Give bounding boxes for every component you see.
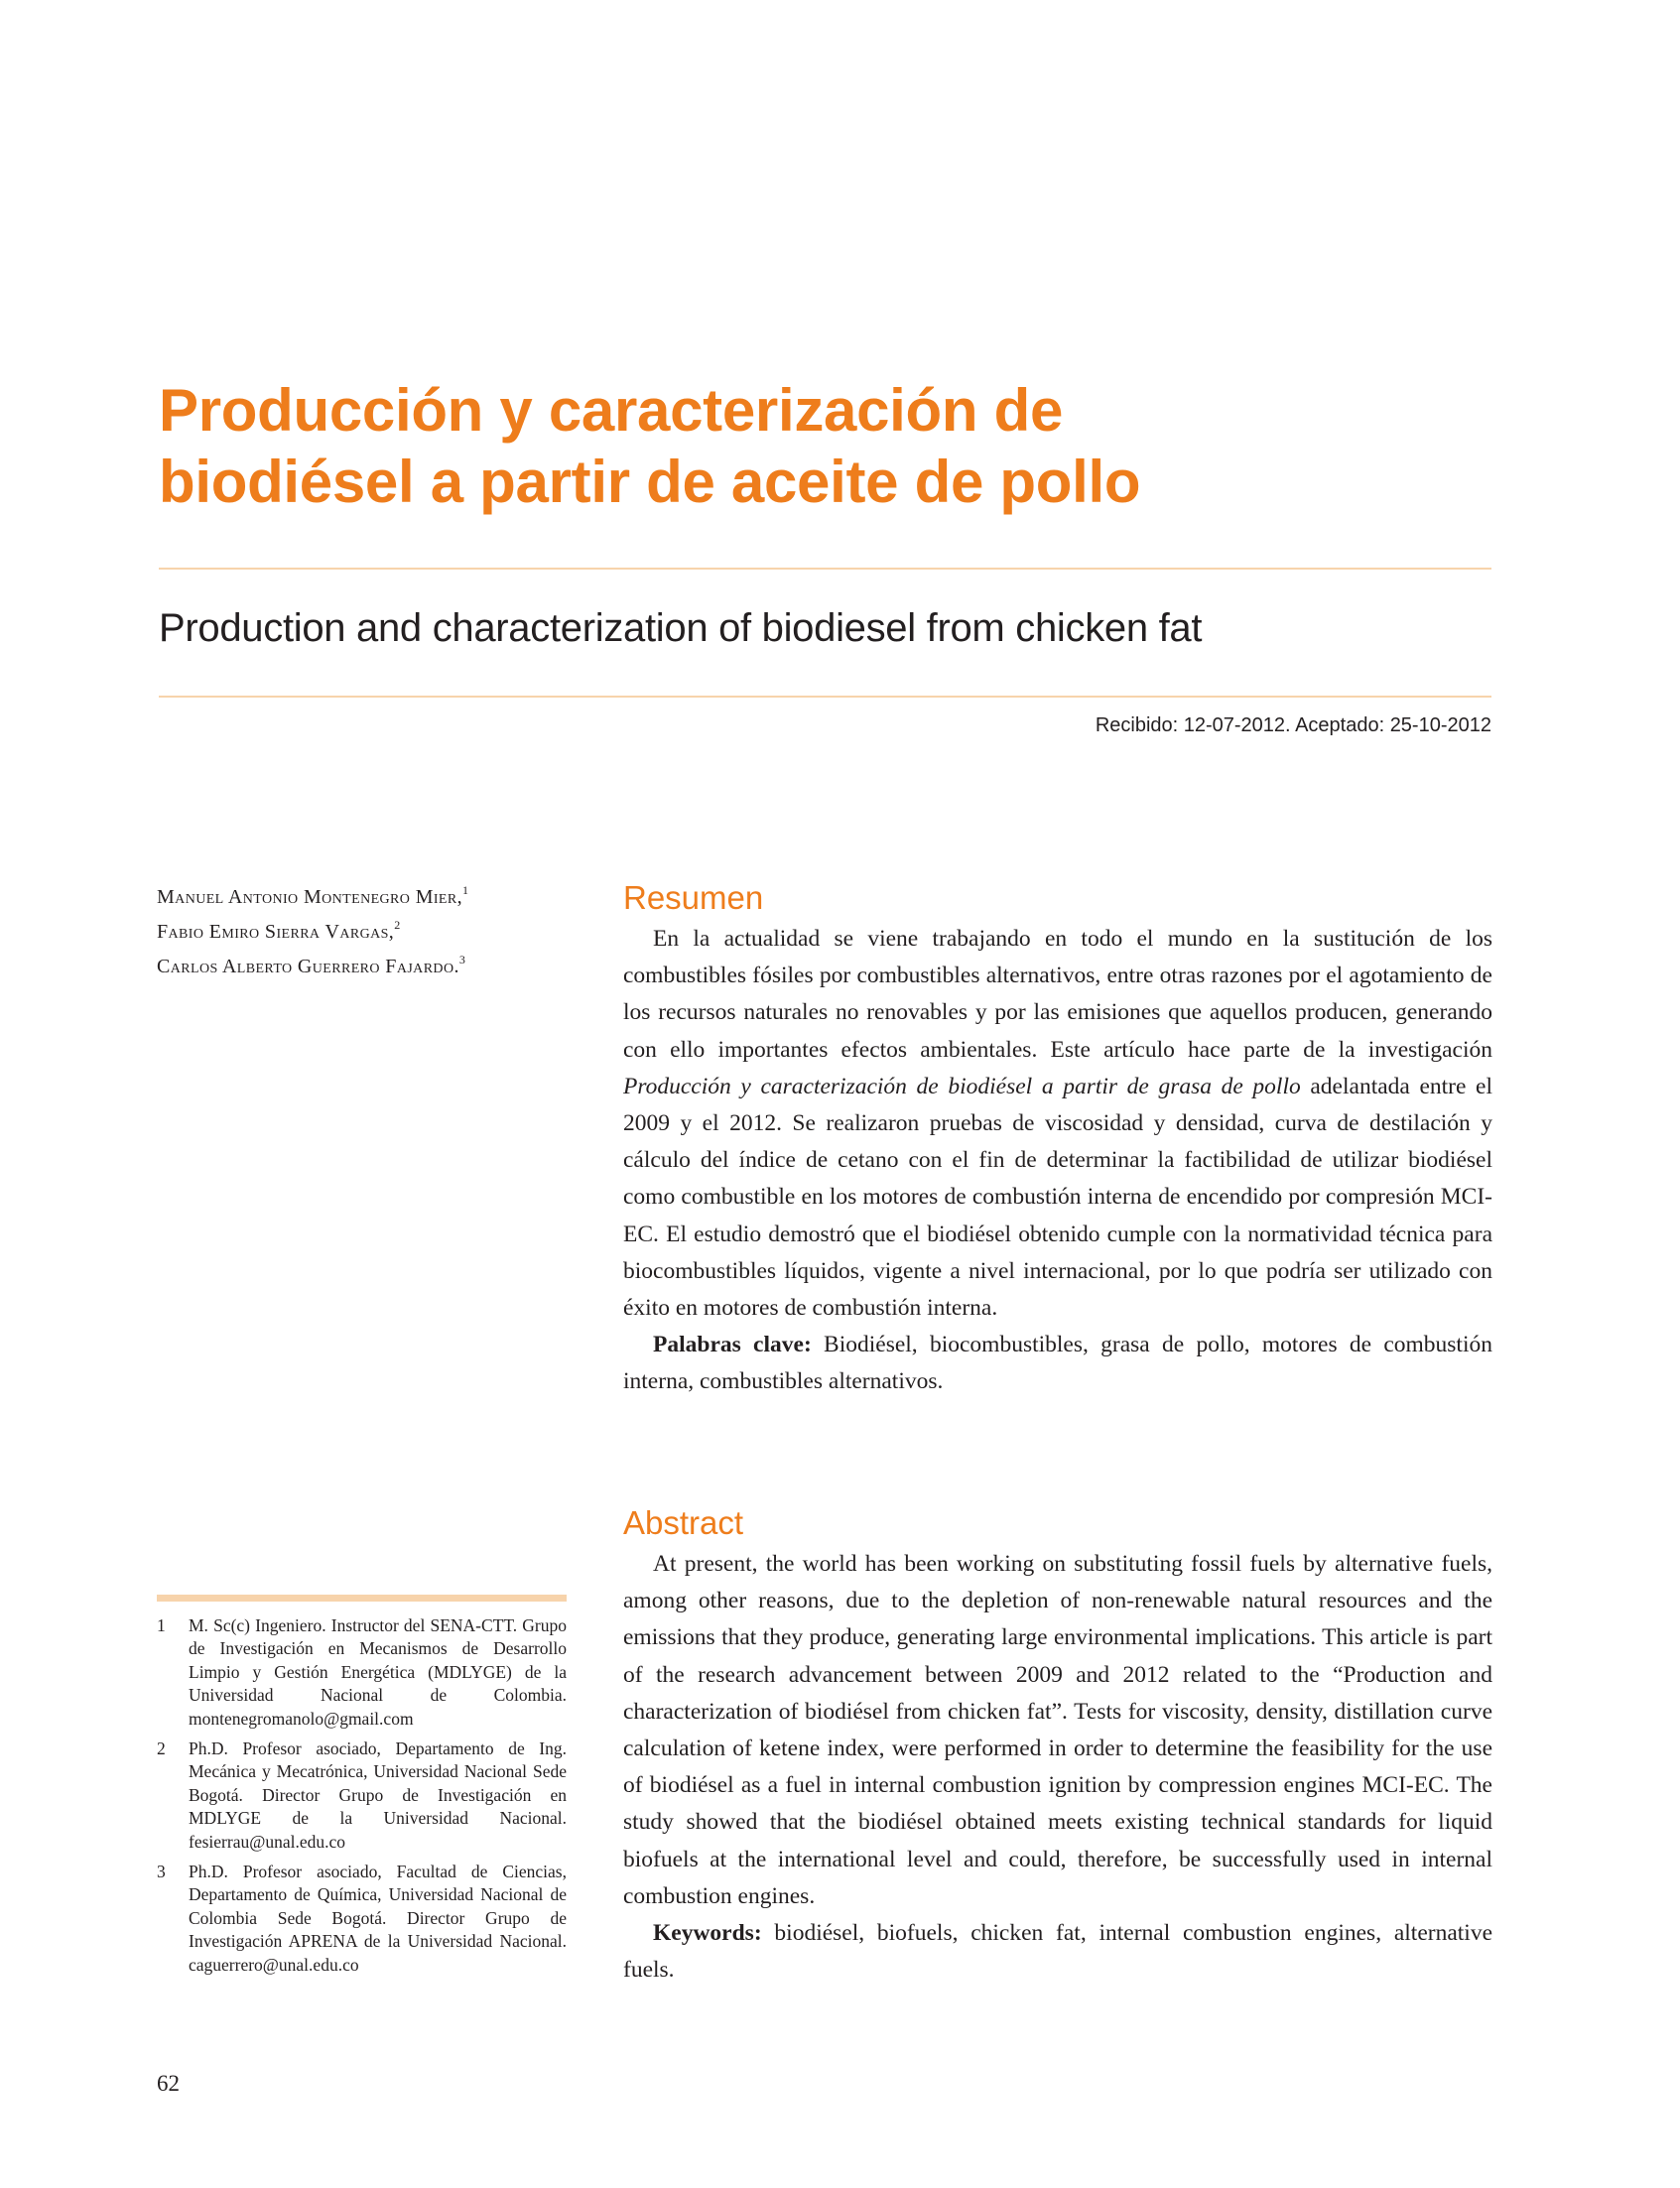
english-title: Production and characterization of biodiesel from chicken fat: [159, 606, 1203, 650]
footnote: [157, 1614, 567, 1731]
author-ref: 2: [394, 918, 401, 932]
abstract-keywords: [623, 1915, 1492, 1989]
author-ref: 3: [458, 953, 466, 966]
resumen-keywords: [623, 1327, 1492, 1400]
footnote: [157, 1738, 567, 1854]
abstract-keywords-text: biodiésel, biofuels, chicken fat, internal combustion engines, alternative fuels.: [623, 1920, 1492, 1984]
footnotes: [157, 1614, 567, 1984]
resumen-paragraph: [623, 921, 1492, 1327]
abstract-body: [623, 1546, 1492, 1989]
footnote-number: 3: [157, 1862, 166, 1882]
resumen-italic-title: Producción y caracterización de biodiésel a partir de grasa de pollo: [623, 1073, 1301, 1099]
resumen-keywords-label: Palabras clave:: [653, 1332, 812, 1358]
resumen-body: [623, 921, 1492, 1401]
abstract-heading: Abstract: [623, 1504, 744, 1541]
author: [157, 880, 593, 915]
subtitle-divider: [159, 696, 1491, 698]
author-name: Fabio Emiro Sierra Vargas,: [157, 921, 395, 943]
abstract-keywords-label: Keywords:: [653, 1920, 762, 1947]
author-name: Manuel Antonio Montenegro Mier,: [157, 886, 463, 908]
author-name: Carlos Alberto Guerrero Fajardo.: [157, 956, 459, 977]
abstract-paragraph: At present, the world has been working on substituting fossil fuels by alternative fuels, among other reasons, due to the depletion of non-renewable natural resources and the emissions that they produce, generating large environmental implications. This article is part of the research advancement between 2009 and 2012 related to the “Production and characterization of biodiésel from chicken fat”. Tests for viscosity, density, distillation curve calculation of ketene index, were performed in order to determine the feasibility for the use of biodiésel as a fuel in internal combustion ignition by compression engines MCI-EC. The study showed that the biodiésel obtained meets existing technical standards for liquid biofuels at the international level and could, therefore, be successfully used in internal combustion engines.: [623, 1551, 1492, 1909]
received-accepted-dates: Recibido: 12-07-2012. Aceptado: 25-10-2012: [1095, 714, 1491, 736]
footnote-text: M. Sc(c) Ingeniero. Instructor del SENA-CTT. Grupo de Investigación en Mecanismos de Desarrollo Limpio y Gestión Energética (MDLYGE) de la Universidad Nacional de Colombia. montenegromanolo@gmail.com: [189, 1615, 567, 1729]
author-ref: 1: [462, 883, 469, 897]
footnote-number: 1: [157, 1615, 166, 1635]
footnote-text: Ph.D. Profesor asociado, Facultad de Ciencias, Departamento de Química, Universidad Nacional de Colombia Sede Bogotá. Director Grupo de Investigación APRENA de la Universidad Nacional. caguerrero@unal.edu.co: [189, 1862, 567, 1975]
title-divider: [159, 568, 1491, 570]
footnote: [157, 1861, 567, 1977]
footnote-number: 2: [157, 1738, 166, 1759]
page-number: 62: [157, 2071, 180, 2096]
resumen-text-part-2: adelantada entre el 2009 y el 2012. Se realizaron pruebas de viscosidad y densidad, curva de destilación y cálculo del índice de cetano con el fin de determinar la factibilidad de utilizar biodiésel como combustible en los motores de combustión interna de encendido por compresión MCI-EC. El estudio demostró que el biodiésel obtenido cumple con la normatividad técnica para biocombustibles líquidos, vigente a nivel internacional, por lo que podría ser utilizado con éxito en motores de combustión interna.: [623, 1073, 1492, 1322]
title-line-2: biodiésel a partir de aceite de pollo: [159, 449, 1141, 515]
footnote-text: Ph.D. Profesor asociado, Departamento de Ing. Mecánica y Mecatrónica, Universidad Nacional Sede Bogotá. Director Grupo de Investigación en MDLYGE de la Universidad Nacional. fesierrau@unal.edu.co: [189, 1738, 567, 1852]
footnote-divider: [157, 1595, 567, 1602]
author-list: [157, 880, 593, 984]
resumen-keywords-text: Biodiésel, biocombustibles, grasa de pollo, motores de combustión interna, combustibles alternativos.: [623, 1332, 1492, 1395]
resumen-heading: Resumen: [623, 879, 764, 916]
author: [157, 950, 593, 984]
resumen-text-part-1: En la actualidad se viene trabajando en todo el mundo en la sustitución de los combustibles fósiles por combustibles alternativos, entre otras razones por el agotamiento de los recursos naturales no renovables y por las emisiones que aquellos producen, generando con ello importantes efectos ambientales. Este artículo hace parte de la investigación: [623, 926, 1492, 1063]
paper-title: [159, 375, 1548, 518]
author: [157, 915, 593, 950]
title-line-1: Producción y caracterización de: [159, 377, 1064, 444]
